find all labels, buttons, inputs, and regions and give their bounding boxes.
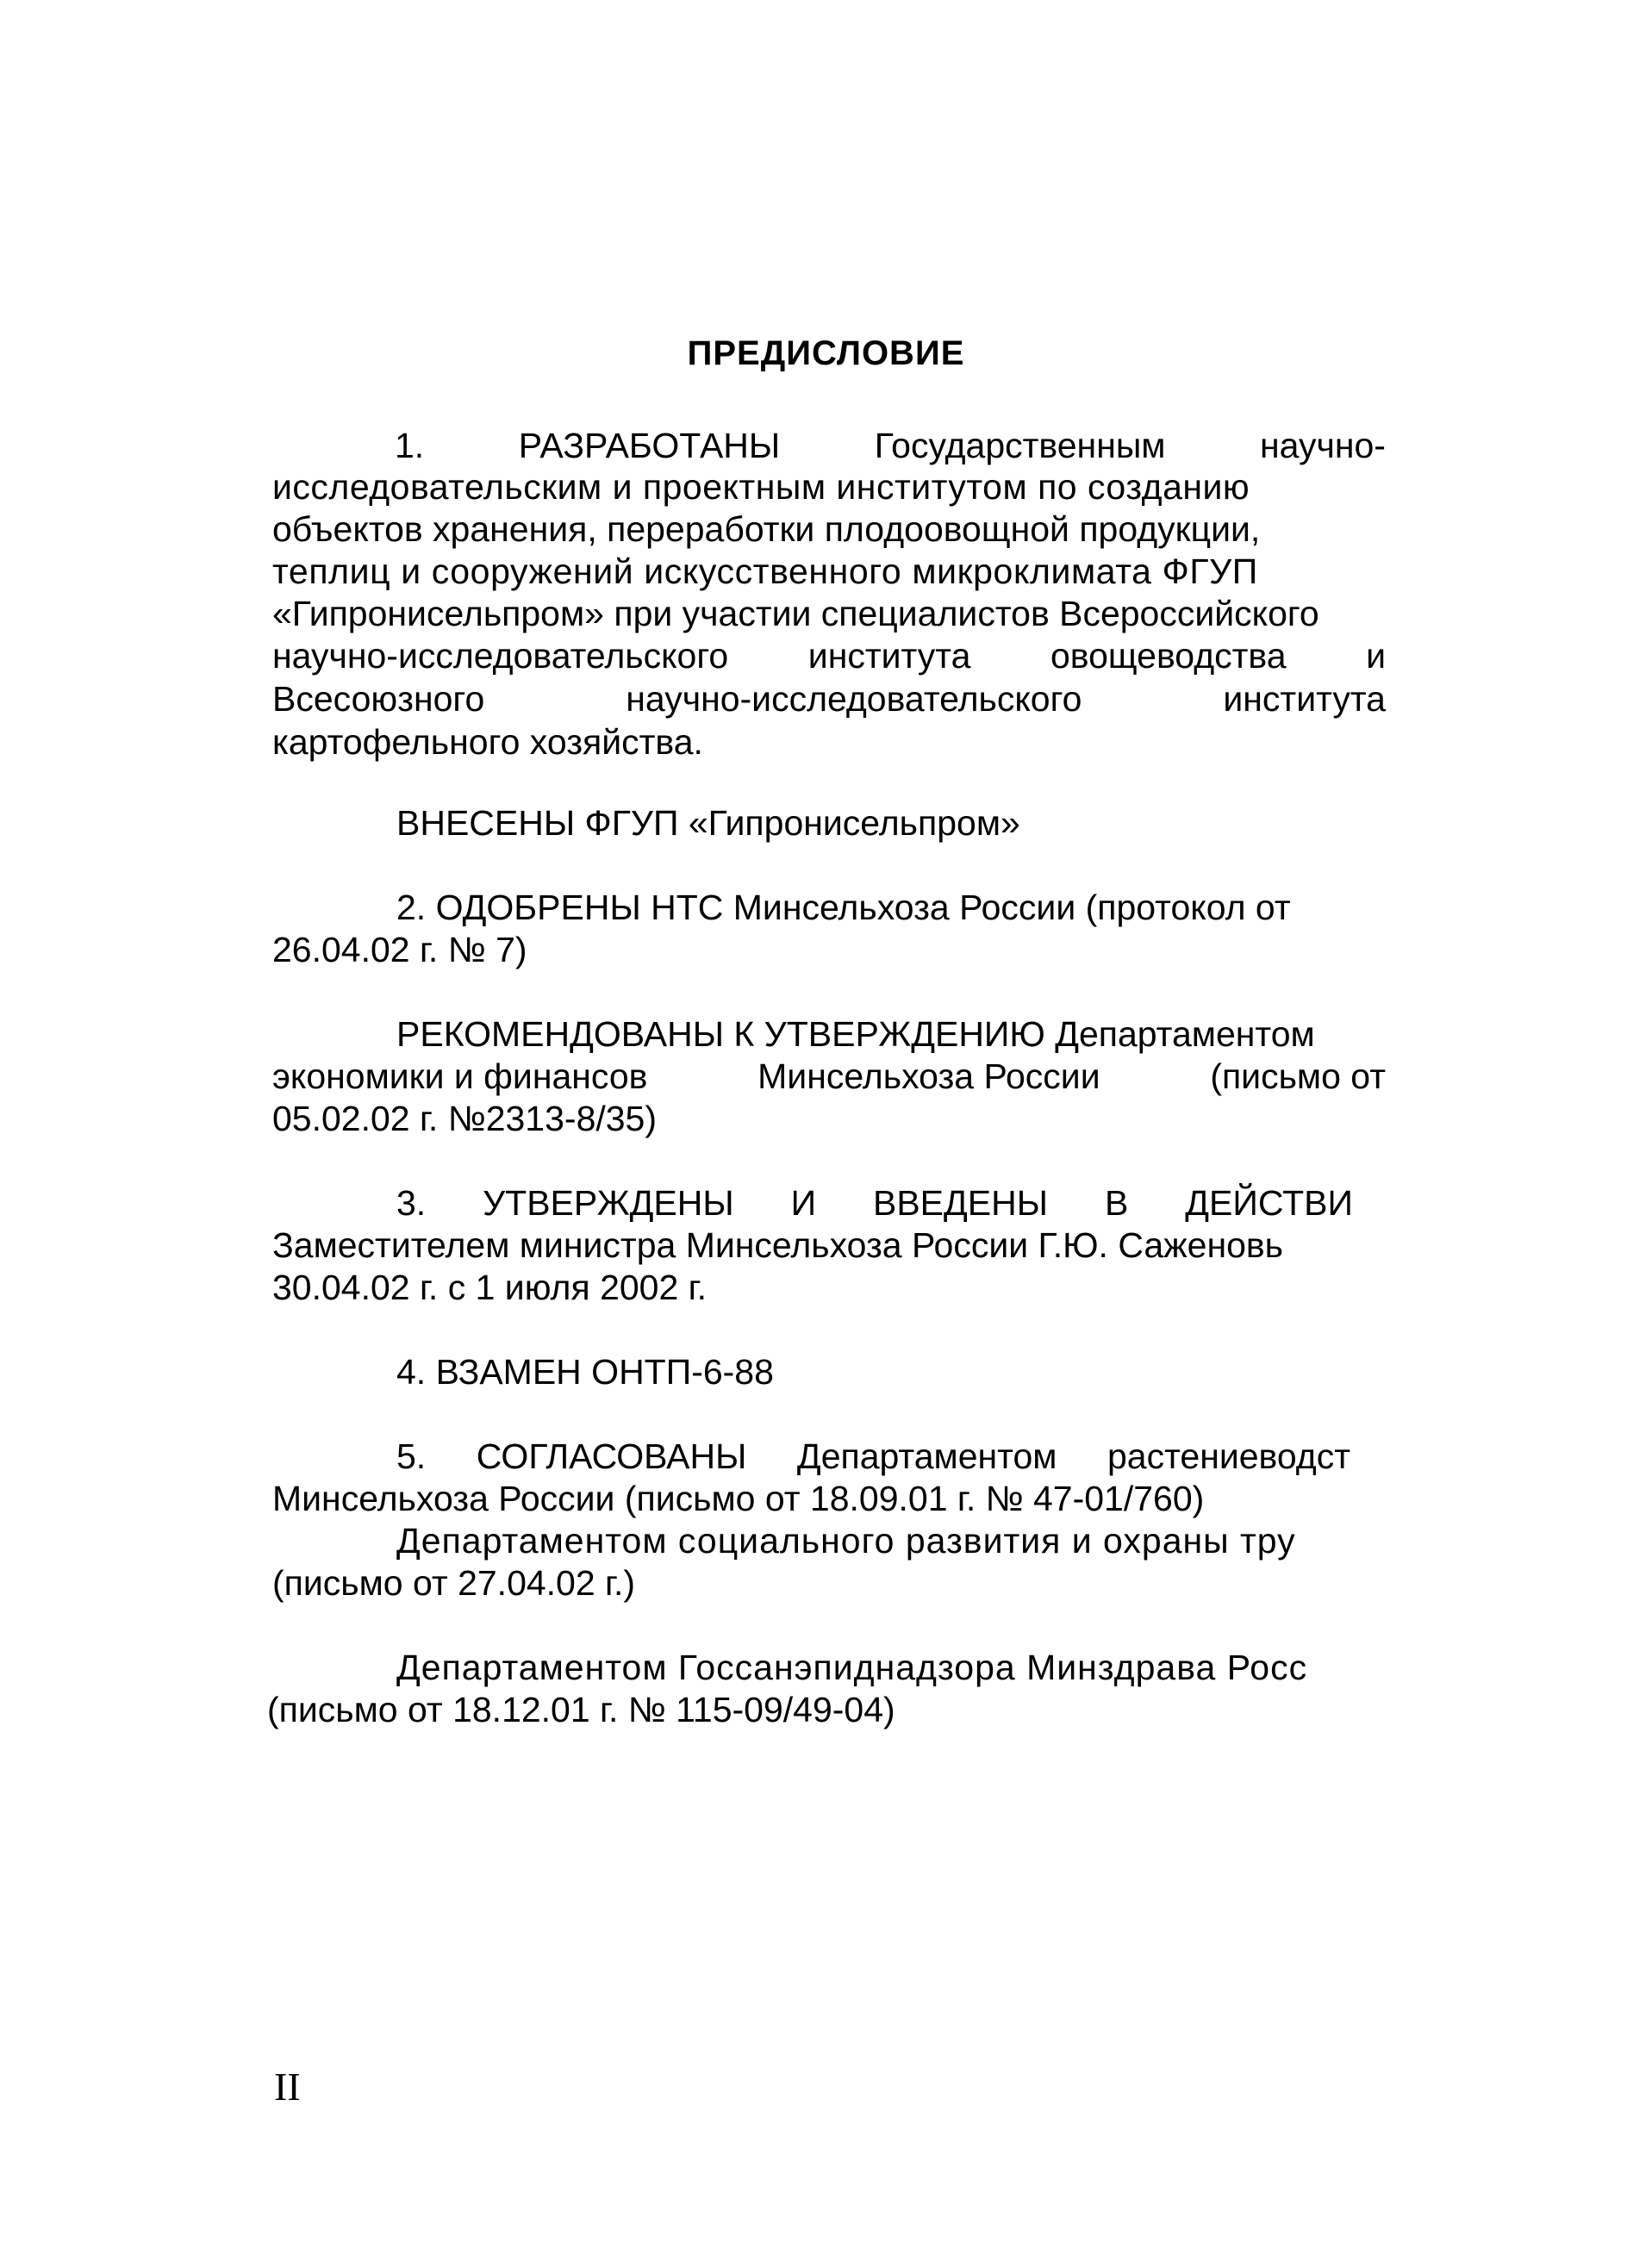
recommended-line-3: 05.02.02 г. №2313-8/35) xyxy=(272,1099,658,1138)
page-title: ПРЕДИСЛОВИЕ xyxy=(687,334,965,372)
p2-line-2: 26.04.02 г. № 7) xyxy=(272,930,527,969)
p5-line-1: 5. СОГЛАСОВАНЫ Департаментом растениеводст xyxy=(396,1436,1350,1476)
p3-line-3: 30.04.02 г. с 1 июля 2002 г. xyxy=(272,1268,708,1307)
p1-line-1: 1. РАЗРАБОТАНЫ Государственным научно- xyxy=(395,426,1386,465)
p3-line-1: 3. УТВЕРЖДЕНЫ И ВВЕДЕНЫ В ДЕЙСТВИ xyxy=(396,1183,1353,1223)
submitted-line: ВНЕСЕНЫ ФГУП «Гипронисельпром» xyxy=(396,803,1020,843)
recommended-line-2: экономики и финансов Минсельхоза России (письмо от xyxy=(272,1056,1386,1096)
p4-line: 4. ВЗАМЕН ОНТП-6-88 xyxy=(396,1352,774,1392)
p6-line-1: Департаментом Госсанэпиднадзора Минздрава Росс xyxy=(396,1648,1308,1687)
p5-line-3: Департаментом социального развития и охраны тру xyxy=(396,1521,1296,1561)
p1-line-6: научно-исследовательского института овощеводства и xyxy=(272,636,1386,676)
p5-line-2: Минсельхоза России (письмо от 18.09.01 г. № 47-01/760) xyxy=(272,1479,1205,1518)
page-number: II xyxy=(274,2065,301,2109)
recommended-line-1: РЕКОМЕНДОВАНЫ К УТВЕРЖДЕНИЮ Департаментом xyxy=(396,1014,1315,1054)
p1-line-2: исследовательским и проектным институтом по созданию xyxy=(272,467,1250,507)
p1-line-3: объектов хранения, переработки плодоовощной продукции, xyxy=(272,509,1261,549)
p1-line-8: картофельного хозяйства. xyxy=(272,722,703,762)
p6-line-2: (письмо от 18.12.01 г. № 115-09/49-04) xyxy=(267,1690,895,1729)
p1-line-4: теплиц и сооружений искусственного микроклимата ФГУП xyxy=(272,551,1258,591)
p5-line-4: (письмо от 27.04.02 г.) xyxy=(272,1563,636,1603)
p1-line-5: «Гипронисельпром» при участии специалистов Всероссийского xyxy=(272,594,1319,633)
p3-line-2: Заместителем министра Минсельхоза России Г.Ю. Саженовь xyxy=(272,1225,1284,1265)
p1-line-7: Всесоюзного научно-исследовательского института xyxy=(272,679,1386,719)
p2-line-1: 2. ОДОБРЕНЫ НТС Минсельхоза России (протокол от xyxy=(396,888,1291,927)
